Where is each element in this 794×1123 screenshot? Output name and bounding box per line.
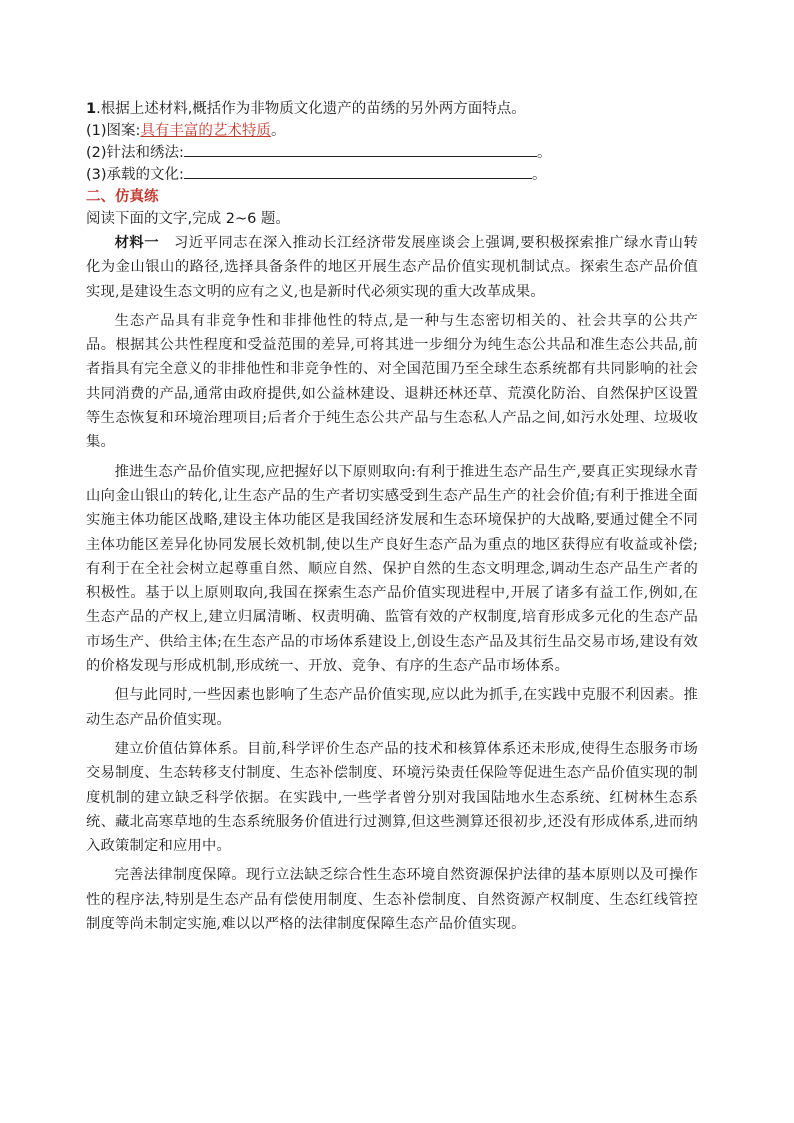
answer-item-label: (2)针法和绣法:: [86, 145, 184, 161]
paragraph: [86, 460, 698, 679]
paragraph-text: 完善法律制度保障。现行立法缺乏综合性生态环境自然资源保护法律的基本原则以及可操作性的程序法,特别是生态产品有偿使用制度、生态补偿制度、自然资源产权制度、生态红线管控制度等尚未制定实施,难以以严格的法律制度保障生态产品价值实现。: [86, 867, 698, 933]
paragraph-text: 推进生态产品价值实现,应把握好以下原则取向:有利于推进生态产品生产,要真正实现绿水青山向金山银山的转化,让生态产品的生产者切实感受到生态产品生产的社会价值;有利于推进全面实施主体功能区战略,建设主体功能区是我国经济发展和生态环境保护的大战略,要通过健全不同主体功能区差异化协同发展长效机制,使以生产良好生态产品为重点的地区获得应有收益或补偿;有利于在全社会树立起尊重自然、顺应自然、保护自然的生态文明理念,调动生态产品生产者的积极性。基于以上原则取向,我国在探索生态产品价值实现进程中,开展了诸多有益工作,例如,在生态产品的产权上,建立归属清晰、权责明确、监管有效的产权制度,培育形成多元化的生态产品市场生产、供给主体;在生态产品的市场体系建设上,创设生态产品及其衍生品交易市场,建设有效的价格发现与形成机制,形成统一、开放、竞争、有序的生态产品市场体系。: [86, 463, 698, 675]
paragraph: [86, 309, 698, 455]
question-number: 1: [86, 101, 97, 117]
paragraph-text: 建立价值估算体系。目前,科学评价生态产品的技术和核算体系还未形成,使得生态服务市场交易制度、生态转移支付制度、生态补偿制度、环境污染责任保险等促进生态产品价值实现的制度机制的建立缺乏科学依据。在实践中,一些学者曾分别对我国陆地水生态系统、红树林生态系统、藏北高寒草地的生态系统服务价值进行过测算,但这些测算还很初步,还没有形成体系,进而纳入政策制定和应用中。: [86, 740, 698, 855]
paragraph-text: 但与此同时,一些因素也影响了生态产品价值实现,应以此为抓手,在实践中克服不利因素。推动生态产品价值实现。: [86, 687, 698, 728]
answer-item-2: [86, 142, 698, 164]
answer-item-end: 。: [531, 167, 547, 183]
question-1-stem: [86, 98, 698, 120]
answer-item-end: 。: [536, 145, 552, 161]
answer-blank[interactable]: [184, 142, 537, 157]
paragraph-text: 生态产品具有非竞争性和非排他性的特点,是一种与生态密切相关的、社会共享的公共产品。根据其公共性程度和受益范围的差异,可将其进一步细分为纯生态公共品和准生态公共品,前者指具有完全意义的非排他性和非竞争性的、对全国范围乃至全球生态系统都有共同影响的社会共同消费的产品,通常由政府提供,如公益林建设、退耕还林还草、荒漠化防治、自然保护区设置等生态恢复和环境治理项目;后者介于纯生态公共产品与生态私人产品之间,如污水处理、垃圾收集。: [86, 312, 698, 451]
answer-item-1: [86, 120, 698, 142]
paragraph-text: 习近平同志在深入推动长江经济带发展座谈会上强调,要积极探索推广绿水青山转化为金山银山的路径,选择具备条件的地区开展生态产品价值实现机制试点。探索生态产品价值实现,是建设生态文明的应有之义,也是新时代必须实现的重大改革成果。: [86, 235, 698, 300]
answer-item-label: (3)承载的文化:: [86, 167, 184, 183]
question-text: .根据上述材料,概括作为非物质文化遗产的苗绣的另外两方面特点。: [96, 101, 526, 117]
document-page: [86, 98, 698, 936]
material-label: 材料一: [114, 235, 160, 251]
paragraph-material-1: [86, 231, 698, 304]
reading-instruction: 阅读下面的文字,完成 2~6 题。: [86, 211, 290, 227]
answer-blank[interactable]: [184, 164, 532, 179]
answer-item-label: (1)图案:: [86, 123, 141, 139]
paragraph: [86, 737, 698, 858]
section-heading: 二、仿真练: [86, 189, 159, 205]
answer-filled-text: 具有丰富的艺术特质: [140, 123, 271, 139]
paragraph: [86, 863, 698, 936]
paragraph: [86, 683, 698, 732]
answer-item-end: 。: [270, 123, 286, 139]
answer-item-3: [86, 164, 698, 186]
